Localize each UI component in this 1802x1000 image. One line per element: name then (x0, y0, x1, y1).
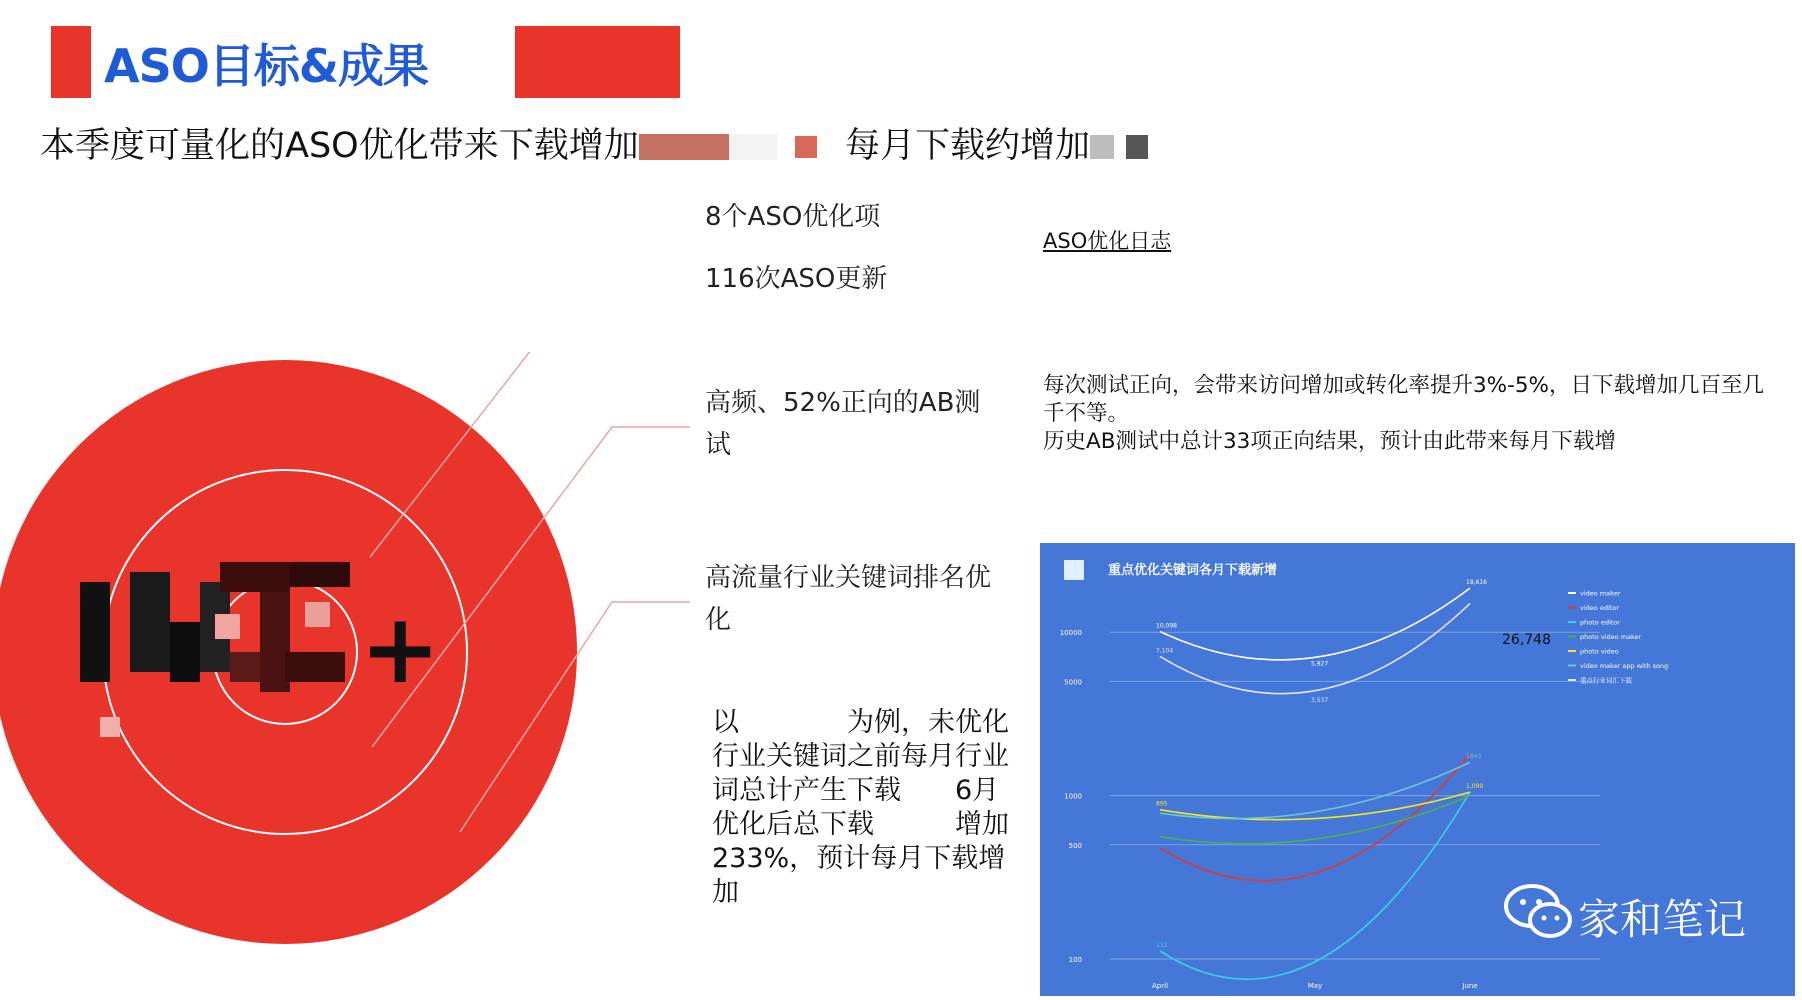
wechat-icon (1504, 882, 1576, 942)
series-line (1160, 762, 1470, 818)
chart-annotation: 26,748 (1502, 632, 1551, 648)
legend-label: photo video (1580, 647, 1619, 656)
watermark-text: 家和笔记 (1578, 895, 1747, 944)
series-line (1160, 792, 1470, 979)
x-tick-label: April (1152, 982, 1168, 990)
aso-items-count: 8个ASO优化项 (705, 202, 881, 232)
data-label: 112 (1156, 941, 1168, 949)
aso-log-link[interactable]: ASO优化日志 (1043, 229, 1172, 253)
mosaic-block (220, 562, 290, 592)
header-red-block (515, 26, 680, 98)
data-label: 1843 (1466, 753, 1482, 761)
chart-lines (1156, 579, 1487, 979)
data-label: 10,098 (1156, 622, 1177, 630)
data-label: 5,927 (1311, 660, 1329, 668)
redacted-block (729, 134, 777, 160)
data-label: 3,537 (1311, 696, 1329, 704)
subtitle-right (845, 118, 1148, 168)
aso-updates-count: 116次ASO更新 (705, 264, 888, 294)
data-label: 895 (1156, 800, 1168, 808)
y-tick-label: 1000 (1064, 792, 1082, 801)
mosaic-block (100, 717, 120, 737)
ab-test-summary: 高频、52%正向的AB测试 (705, 388, 981, 460)
plus-sign: + (360, 593, 441, 705)
redacted-block (1090, 135, 1114, 159)
redacted-block (1064, 560, 1084, 580)
data-label: 7,104 (1156, 647, 1174, 655)
legend-label: video maker (1580, 589, 1621, 598)
x-tick-label: June (1462, 982, 1478, 990)
y-tick-label: 5000 (1064, 678, 1082, 687)
mosaic-block (285, 652, 345, 682)
mosaic-block (80, 582, 110, 682)
mosaic-block (170, 622, 200, 682)
y-tick-label: 100 (1068, 956, 1082, 964)
mosaic-block (230, 652, 260, 682)
keyword-ranking-summary: 高流量行业关键词排名优化 (705, 563, 992, 635)
mosaic-block (215, 614, 240, 639)
ab-desc-line-2: 历史AB测试中总计33项正向结果，预计由此带来每月下载增 (1043, 429, 1616, 454)
legend-label: 重点行业词汇下载 (1580, 676, 1632, 685)
redacted-block (639, 134, 729, 160)
ab-test-description (1043, 372, 1773, 456)
x-tick-label: May (1307, 982, 1323, 990)
title-marker (51, 26, 91, 98)
mosaic-block (305, 602, 330, 627)
legend-label: photo editor (1580, 618, 1620, 627)
legend-label: video maker app with song (1580, 662, 1669, 670)
mosaic-block (130, 572, 170, 672)
legend-label: video editor (1580, 604, 1619, 612)
series-line (1160, 588, 1470, 660)
series-line (1160, 796, 1470, 844)
chart-y-axis (1060, 629, 1082, 964)
redacted-block (795, 136, 817, 158)
ab-desc-line-1: 每次测试正向，会带来访问增加或转化率提升3%-5%，日下载增加几百至几千不等。 (1043, 373, 1764, 426)
subtitle-left (40, 118, 817, 168)
chart-title: 重点优化关键词各月下载新增 (1108, 563, 1278, 578)
subtitle-left-text: 本季度可量化的ASO优化带来下载增加 (40, 126, 639, 166)
subtitle-right-text: 每月下载约增加 (845, 126, 1091, 166)
y-tick-label: 10000 (1059, 629, 1082, 638)
data-label: 18,616 (1466, 579, 1487, 587)
chart-legend (1568, 590, 1668, 685)
data-label: 1,099 (1466, 783, 1484, 791)
redacted-block (1126, 135, 1148, 159)
keyword-example-text: 以 为例，未优化行业关键词之前每月行业词总计产生下载 6月优化后总下载 增加233%，预计每月下载增加 (712, 707, 1009, 908)
y-tick-label: 500 (1068, 841, 1082, 850)
page-title: ASO目标&成果 (104, 39, 428, 93)
chart-x-axis (1152, 982, 1478, 990)
legend-label: photo video maker (1580, 633, 1642, 641)
mosaic-block (290, 562, 350, 587)
